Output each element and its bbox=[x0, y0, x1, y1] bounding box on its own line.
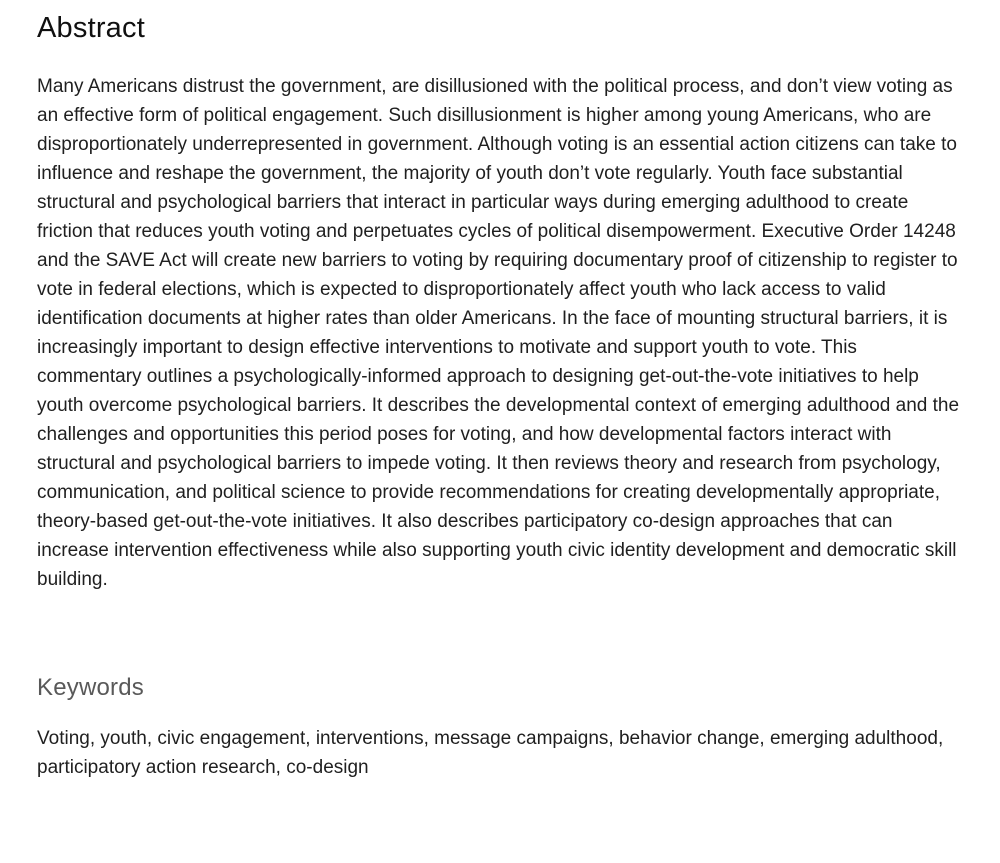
abstract-text: Many Americans distrust the government, are disillusioned with the political process, and don’t view voting as an effective form of political engagement. Such disillusionment is higher among young Americans, who are disproportionately underrepresented in government. Although voting is an essential action citizens can take to influence and reshape the government, the majority of youth don’t vote regularly. Youth face substantial structural and psychological barriers that interact in particular ways during emerging adulthood to create friction that reduces youth voting and perpetuates cycles of political disempowerment. Executive Order 14248 and the SAVE Act will create new barriers to voting by requiring documentary proof of citizenship to register to vote in federal elections, which is expected to disproportionately affect youth who lack access to valid identification documents at higher rates than older Americans. In the face of mounting structural barriers, it is increasingly important to design effective interventions to motivate and support youth to vote. This commentary outlines a psychologically-informed approach to designing get-out-the-vote initiatives to help youth overcome psychological barriers. It describes the developmental context of emerging adulthood and the challenges and opportunities this period poses for voting, and how developmental factors interact with structural and psychological barriers to impede voting. It then reviews theory and research from psychology, communication, and political science to provide recommendations for creating developmentally appropriate, theory-based get-out-the-vote initiatives. It also describes participatory co-design approaches that can increase intervention effectiveness while also supporting youth civic identity development and democratic skill building. bbox=[37, 76, 960, 590]
abstract-heading: Abstract bbox=[37, 12, 145, 44]
keywords-text: Voting, youth, civic engagement, interventions, message campaigns, behavior change, emerging adulthood, participatory action research, co-design bbox=[37, 728, 944, 778]
keywords-heading: Keywords bbox=[37, 674, 144, 701]
